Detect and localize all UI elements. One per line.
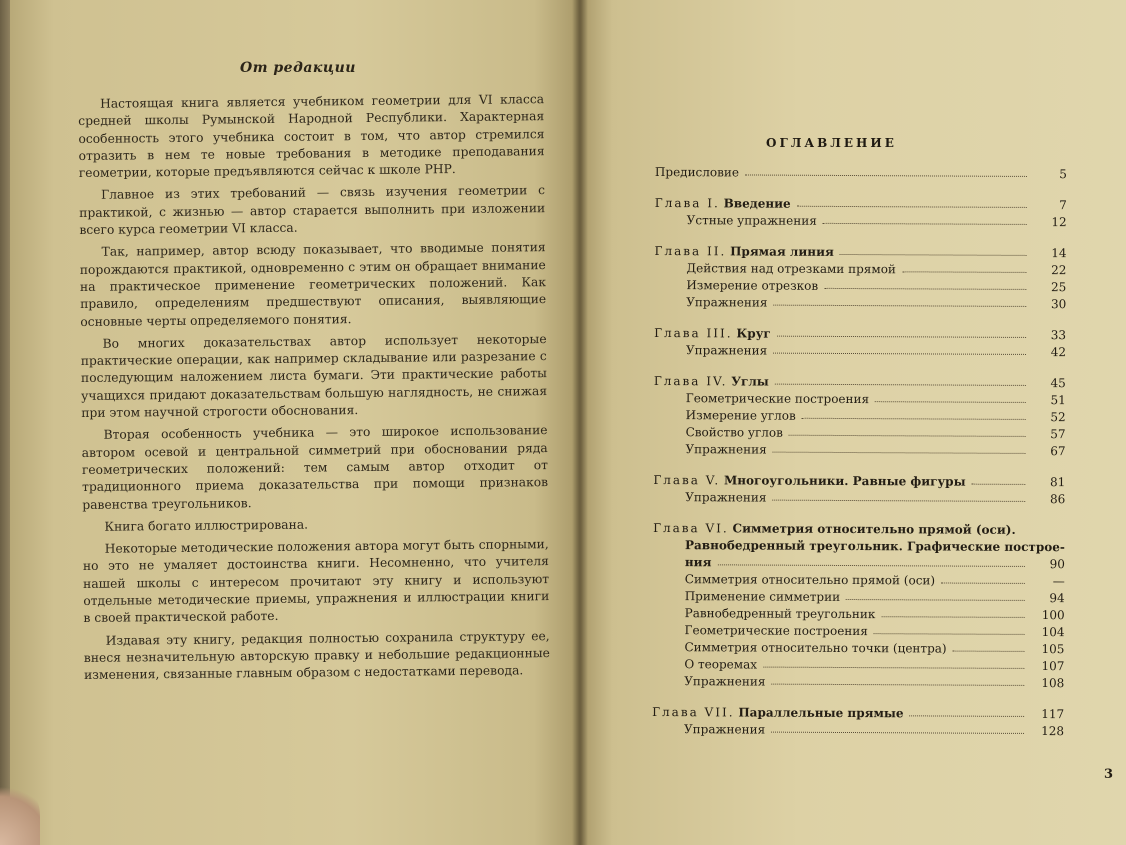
- chapter-label: Глава VI.: [653, 520, 729, 536]
- page-number: 67: [1050, 444, 1066, 459]
- section-title: Свойство углов: [685, 425, 783, 440]
- leader-dots: [823, 223, 1027, 225]
- section-title: О теоремах: [684, 657, 758, 672]
- section-title: Симметрия относительно точки (центра): [684, 640, 947, 656]
- book-gutter: [572, 0, 588, 845]
- leader-dots: [775, 384, 1026, 386]
- toc-section-row: [653, 603, 1065, 622]
- section-title: Устные упражнения: [686, 213, 817, 228]
- page-number: 42: [1050, 345, 1067, 360]
- page-number: 117: [1041, 707, 1065, 722]
- leader-dots: [972, 484, 1026, 485]
- toc-section-row: [654, 422, 1066, 441]
- chapter-label: Глава I.: [654, 195, 720, 211]
- toc-chapter-row: [654, 371, 1066, 390]
- leader-dots: [941, 583, 1025, 584]
- preface-title: От редакции: [240, 60, 356, 76]
- chapter-label: Глава III.: [654, 325, 733, 341]
- toc-section-row: [655, 210, 1067, 229]
- page-number: 14: [1051, 246, 1067, 261]
- section-title: Упражнения: [685, 343, 768, 358]
- toc-chapter-row: [654, 241, 1066, 260]
- leader-dots: [840, 254, 1027, 256]
- section-title: Упражнения: [686, 295, 768, 310]
- toc-section-row: [652, 671, 1064, 690]
- chapter-title: Углы: [731, 374, 769, 389]
- section-title: Измерение отрезков: [686, 278, 819, 293]
- chapter-title: Равнобедренный треугольник. Графические построе-: [684, 538, 1065, 555]
- preface-paragraph: Издавая эту книгу, редакция полностью сохранила структуру ее, внеся незначительную авторскую правку и небольшие редакционные изменения, связанные главным образом с недостатками перевода.: [83, 628, 550, 683]
- preface-paragraph: Некоторые методические положения автора могут быть спорными, но это не умаляет достоинства книги. Несомненно, что учителя нашей школы с интересом прочитают эту книгу и используют отдельные методические приемы, упражнения и иллюстрации книги в своей практической работе.: [82, 537, 550, 626]
- toc-chapter-row: [653, 470, 1065, 489]
- page-number: 12: [1051, 215, 1067, 230]
- leader-dots: [953, 651, 1025, 652]
- toc-section-row: [654, 292, 1066, 311]
- leader-dots: [824, 288, 1026, 290]
- leader-dots: [777, 336, 1026, 338]
- leader-dots: [773, 452, 1026, 454]
- toc-section-row: [653, 487, 1065, 506]
- page-number: 22: [1051, 263, 1067, 278]
- section-title: Равнобедренный треугольник: [684, 606, 876, 622]
- toc-section-row: [652, 654, 1064, 673]
- preface-paragraph: Во многих доказательствах автор использует некоторые практические операции, как например складывание или разрезание с последующим наложением листа бумаги. Эти практические работы учащихся придают доказательствам большую наглядность, не снижая при этом научной строгости обоснования.: [80, 331, 548, 421]
- leader-dots: [771, 684, 1024, 686]
- section-title: Действия над отрезками прямой: [686, 261, 896, 277]
- page-number: 5: [1059, 167, 1067, 182]
- page-number-footer: 3: [1104, 767, 1114, 782]
- leader-dots: [789, 435, 1026, 437]
- preface-text: [78, 91, 550, 689]
- leader-dots: [874, 633, 1025, 635]
- toc-section-row: [654, 340, 1066, 359]
- leader-dots: [717, 564, 1024, 567]
- table-of-contents: [652, 162, 1067, 738]
- preface-paragraph: Главное из этих требований — связь изучения геометрии с практикой, с жизнью — автор старается выполнить при изложении всего курса геометрии VI класса.: [79, 183, 546, 238]
- toc-chapter-row: [655, 162, 1067, 181]
- page-number: 7: [1059, 198, 1067, 213]
- toc-section-row: [654, 258, 1066, 277]
- leader-dots: [773, 305, 1026, 307]
- page-number: 33: [1050, 328, 1067, 343]
- section-title: Упражнения: [685, 490, 767, 505]
- toc-chapter-row-continued: [653, 535, 1065, 554]
- chapter-title: Прямая линия: [730, 244, 834, 259]
- leader-dots: [902, 271, 1026, 273]
- leader-dots: [802, 418, 1026, 420]
- toc-title: ОГЛАВЛЕНИЕ: [766, 136, 897, 150]
- chapter-title: Введение: [723, 196, 791, 211]
- toc-chapter-row: [654, 323, 1066, 342]
- toc-section-row: [653, 569, 1065, 588]
- chapter-label: Глава II.: [654, 243, 727, 259]
- toc-chapter-row-continued: [653, 552, 1065, 571]
- chapter-label: Глава V.: [653, 472, 721, 488]
- toc-section-row: [654, 275, 1066, 294]
- section-title: Упражнения: [683, 722, 766, 737]
- section-title: Применение симметрии: [684, 589, 841, 604]
- toc-section-row: [653, 620, 1065, 639]
- leader-dots: [846, 599, 1025, 601]
- toc-section-row: [652, 719, 1064, 738]
- leader-dots: [772, 500, 1025, 502]
- preface-paragraph: Так, например, автор всюду показывает, что вводимые понятия порождаются практикой, одновременно с этим он обращает внимание на практическое применение геометрических положений. Как правило, определениям предшествуют описания, выявляющие основные черты определяемого понятия.: [79, 240, 547, 329]
- page-number: 100: [1041, 608, 1065, 623]
- page-number: 45: [1050, 376, 1066, 391]
- page-number: 81: [1050, 475, 1066, 490]
- toc-chapter-row: [653, 518, 1065, 537]
- chapter-title: Параллельные прямые: [738, 705, 904, 721]
- page-number: 90: [1049, 557, 1065, 572]
- page-number: 107: [1041, 659, 1065, 674]
- page-number: 52: [1050, 410, 1066, 425]
- leader-dots: [910, 715, 1025, 717]
- section-title: Упражнения: [684, 674, 766, 689]
- leader-dots: [763, 667, 1024, 669]
- toc-section-row: [652, 637, 1064, 656]
- toc-chapter-row: [652, 702, 1064, 721]
- section-title: Измерение углов: [685, 408, 796, 423]
- page-number: —: [1052, 574, 1065, 589]
- chapter-title: Круг: [736, 326, 771, 341]
- toc-section-row: [654, 405, 1066, 424]
- book-edge: [0, 0, 10, 845]
- leader-dots: [797, 206, 1027, 208]
- page-number: 105: [1041, 642, 1065, 657]
- page-number: 57: [1050, 427, 1066, 442]
- chapter-label: Глава VII.: [652, 704, 735, 720]
- leader-dots: [771, 732, 1024, 734]
- toc-section-row: [654, 388, 1066, 407]
- preface-paragraph: Вторая особенность учебника — это широкое использование автором осевой и центральной симметрий при обосновании ряда геометрических положений: тем самым автор отходит от традиционного приема доказательства при помощи признаков равенства треугольников.: [81, 423, 549, 512]
- page-number: 25: [1051, 280, 1067, 295]
- toc-section-row: [653, 586, 1065, 605]
- leader-dots: [773, 353, 1026, 355]
- page-number: 94: [1049, 591, 1065, 606]
- chapter-label: Глава IV.: [653, 373, 728, 389]
- section-title: Геометрические построения: [684, 623, 868, 639]
- section-title: Упражнения: [685, 442, 767, 457]
- page-number: 30: [1050, 297, 1067, 312]
- chapter-title: Многоугольники. Равные фигуры: [723, 473, 966, 489]
- page-number: 86: [1049, 492, 1066, 507]
- page-number: 128: [1041, 724, 1065, 739]
- toc-section-row: [653, 439, 1065, 458]
- page-number: 104: [1041, 625, 1065, 640]
- section-title: Симметрия относительно прямой (оси): [684, 572, 936, 588]
- preface-paragraph: Книга богато иллюстрирована.: [104, 517, 309, 534]
- page-number: 108: [1041, 676, 1065, 691]
- section-title: Предисловие: [654, 164, 740, 180]
- leader-dots: [745, 174, 1027, 176]
- chapter-title: ния: [684, 555, 712, 570]
- preface-paragraph: Настоящая книга является учебником геометрии для VI класса средней школы Румынской Народной Республики. Характерная особенность этого учебника состоит в том, что автор стремился отразить в нем те новые требования в методике преподавания геометрии, которые предъявляются сейчас к школе РНР.: [78, 92, 545, 181]
- leader-dots: [875, 401, 1026, 403]
- chapter-title: Симметрия относительно прямой (оси).: [732, 521, 1016, 537]
- section-title: Геометрические построения: [685, 391, 870, 407]
- page-number: 51: [1050, 393, 1066, 408]
- toc-chapter-row: [655, 193, 1067, 212]
- leader-dots: [881, 616, 1024, 618]
